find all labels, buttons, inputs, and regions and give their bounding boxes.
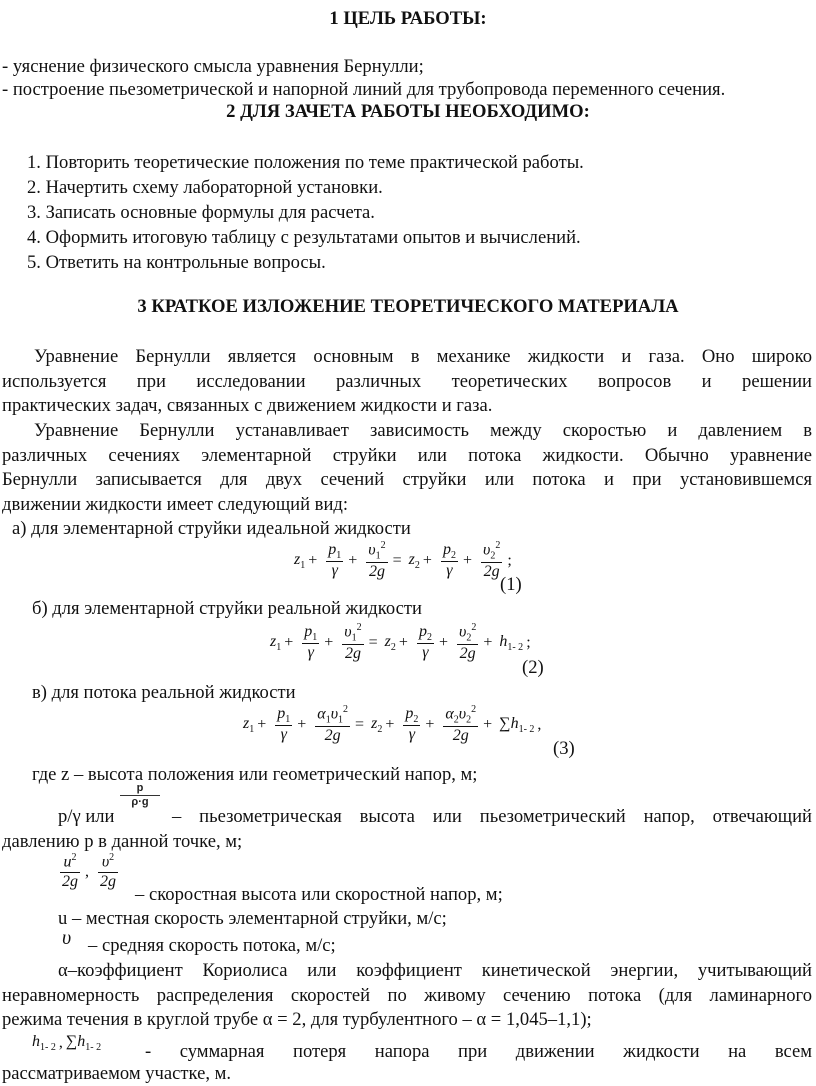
equation-2-number: (2) bbox=[522, 657, 544, 678]
def-u: u – местная скорость элементарной струйки, м/с; bbox=[58, 908, 447, 929]
para-2-line-2: различных сечениях элементарной струйки или потока жидкости. Обычно уравнение bbox=[2, 445, 812, 466]
def-head-loss-line-1: - суммарная потеря напора при движении жидкости на всем bbox=[145, 1041, 812, 1062]
def-p-text: – пьезометрическая высота или пьезометрический напор, отвечающий bbox=[172, 806, 812, 827]
requirement-item-2: 2. Начертить схему лабораторной установки. bbox=[27, 177, 383, 198]
def-alpha-line-1: α–коэффициент Кориолиса или коэффициент кинетической энергии, учитывающий bbox=[58, 960, 812, 981]
p-over-rho-g-fraction bbox=[120, 782, 160, 809]
requirement-item-1: 1. Повторить теоретические положения по теме практической работы. bbox=[27, 152, 584, 173]
head-loss-symbols: $h_{1- 2}$ , $\sum h_{1- 2}$ bbox=[32, 1033, 102, 1054]
def-z: где z – высота положения или геометрический напор, м; bbox=[32, 764, 478, 785]
v-symbol: υ bbox=[62, 927, 72, 949]
equation-1: $z_1$ + $\frac{p_1}{\gamma}$ + $\frac{\upsilon_1^2}{2g}$ = $z_2$ + $\frac{p_2}{\gamma}$ + $\frac{\upsilon_2^2}{2g}$ ; bbox=[294, 540, 512, 581]
para-1-line-3: практических задач, связанных с движением жидкости и газа. bbox=[2, 395, 493, 416]
requirement-item-4: 4. Оформить итоговую таблицу с результатами опытов и вычислений. bbox=[27, 227, 581, 248]
equation-1-number: (1) bbox=[500, 574, 522, 595]
para-2-line-4: движении жидкости имеет следующий вид: bbox=[2, 494, 349, 515]
section-3-title: 3 КРАТКОЕ ИЗЛОЖЕНИЕ ТЕОРЕТИЧЕСКОГО МАТЕРИАЛА bbox=[137, 296, 679, 317]
def-p-line-2: давлению p в данной точке, м; bbox=[2, 831, 243, 852]
equation-2: $z_1$ + $\frac{p_1}{\gamma}$ + $\frac{\upsilon_1^2}{2g}$ = $z_2$ + $\frac{p_2}{\gamma}$ + $\frac{\upsilon_2^2}{2g}$ + $h_{1- 2}$ ; bbox=[270, 622, 531, 663]
section-1-title: 1 ЦЕЛЬ РАБОТЫ: bbox=[329, 8, 487, 29]
para-1-line-1: Уравнение Бернулли является основным в механике жидкости и газа. Оно широко bbox=[34, 346, 812, 367]
para-1-line-2: используется при исследовании различных теоретических вопросов и решении bbox=[2, 371, 812, 392]
def-alpha-line-3: режима течения в круглой трубе α = 2, для турбулентного – α = 1,045–1,1); bbox=[2, 1009, 592, 1030]
case-b-label: б) для элементарной струйки реальной жидкости bbox=[32, 598, 422, 619]
para-2-line-3: Бернулли записывается для двух сечений струйки или потока и при установившемся bbox=[2, 469, 812, 490]
section-2-title: 2 ДЛЯ ЗАЧЕТА РАБОТЫ НЕОБХОДИМО: bbox=[226, 101, 590, 122]
requirement-item-3: 3. Записать основные формулы для расчета. bbox=[27, 202, 375, 223]
def-p-prefix: p/γ или bbox=[58, 806, 115, 827]
case-c-label: в) для потока реальной жидкости bbox=[32, 682, 296, 703]
goal-line-1: - уяснение физического смысла уравнения Бернулли; bbox=[2, 56, 424, 77]
pg-denominator: ρ·g bbox=[131, 796, 149, 809]
para-2-line-1: Уравнение Бернулли устанавливает зависимость между скоростью и давлением в bbox=[34, 420, 812, 441]
velocity-head-fractions: $\frac{u^2}{2g}$ , $\frac{\upsilon^2}{2g}$ bbox=[62, 852, 116, 890]
def-head-loss-line-2: рассматриваемом участке, м. bbox=[2, 1063, 232, 1084]
pg-numerator: p bbox=[120, 782, 160, 796]
goal-line-2: - построение пьезометрической и напорной линий для трубопровода переменного сечения. bbox=[2, 79, 726, 100]
requirement-item-5: 5. Ответить на контрольные вопросы. bbox=[27, 252, 326, 273]
equation-3: $z_1$ + $\frac{p_1}{\gamma}$ + $\frac{\alpha_1\upsilon_1^2}{2g}$ = $z_2$ + $\frac{p_2}{\gamma}$ + $\frac{\alpha_2\upsilon_2^2}{2g}$ + $\sum h_{1- 2}$ , bbox=[243, 704, 542, 745]
case-a-label: а) для элементарной струйки идеальной жидкости bbox=[12, 518, 411, 539]
equation-3-number: (3) bbox=[553, 738, 575, 759]
def-alpha-line-2: неравномерность распределения скоростей по живому сечению потока (для ламинарного bbox=[2, 985, 812, 1006]
def-v: – средняя скорость потока, м/с; bbox=[88, 935, 336, 956]
def-velocity-head: – скоростная высота или скоростной напор, м; bbox=[135, 884, 503, 905]
